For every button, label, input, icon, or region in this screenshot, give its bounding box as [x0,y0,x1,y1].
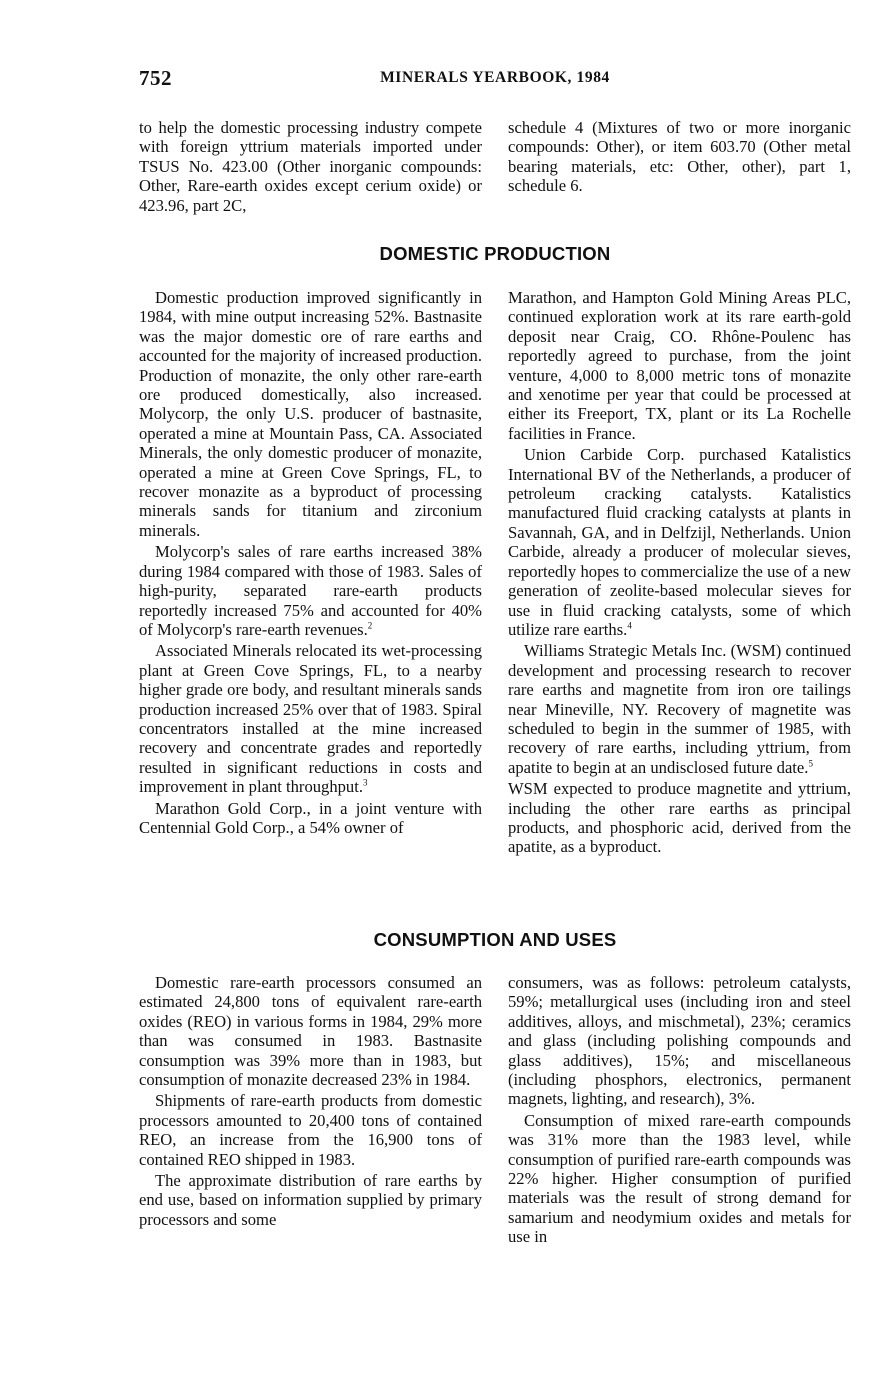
footnote-ref: 3 [362,777,368,788]
footnote-ref: 2 [367,620,373,631]
paragraph: Marathon Gold Corp., in a joint venture with Centennial Gold Corp., a 54% owner of [139,798,482,837]
intro-right-column [508,118,851,217]
paragraph: Williams Strategic Metals Inc. (WSM) continued development and processing research to recover rare earths and magnetite from iron ore tailings near Mineville, NY. Recovery of magnetite was scheduled to begin in the summer of 1985, with recovery of rare earths, including yttrium, from apatite to begin at an undisclosed future date.$^5$ [508,641,851,777]
paragraph: consumers, was as follows: petroleum catalysts, 59%; metallurgical uses (including iron and steel additives, alloys, and mischmetal), 23%; ceramics and glass (including polishing compounds and glass additives), 15%; and miscellaneous (including phosphors, electronics, permanent magnets, lighting, and research), 3%. [508,973,851,1109]
domestic-production-left-column [139,288,482,859]
paragraph: The approximate distribution of rare earths by end use, based on information supplied by primary processors and some [139,1171,482,1229]
section-heading-consumption-and-uses: CONSUMPTION AND USES [373,929,617,950]
consumption-columns [139,973,851,1249]
domestic-production-right-column [508,288,851,859]
domestic-production-columns [139,288,851,859]
intro-columns [139,118,851,217]
consumption-right-column [508,973,851,1249]
paragraph: Molycorp's sales of rare earths increased 38% during 1984 compared with those of 1983. Sales of high-purity, separated rare-earth products reportedly increased 75% and accounted for 40% of Molycorp's rare-earth revenues.$^2$ [139,542,482,639]
intro-left-column [139,118,482,217]
page-header [139,66,851,92]
paragraph: to help the domestic processing industry compete with foreign yttrium materials imported under TSUS No. 423.00 (Other inorganic compounds: Other, Rare-earth oxides except cerium oxide) or 423.96, part 2C, [139,118,482,215]
paragraph: Associated Minerals relocated its wet-processing plant at Green Cove Springs, FL, to a nearby higher grade ore body, and resultant minerals sands production increased 25% over that of 1983. Spiral concentrators installed at the mine increased recovery and concentrate grades and reportedly resulted in significant reductions in costs and improvement in plant throughput.$^3$ [139,641,482,797]
page-number: 752 [139,66,172,90]
paragraph: Consumption of mixed rare-earth compounds was 31% more than the 1983 level, while consumption of purified rare-earth compounds was 22% higher. Higher consumption of purified materials was the result of strong demand for samarium and neodymium oxides and metals for use in [508,1110,851,1247]
consumption-left-column [139,973,482,1249]
section-heading-domestic-production: DOMESTIC PRODUCTION [379,243,611,264]
paragraph: Marathon, and Hampton Gold Mining Areas PLC, continued exploration work at its rare earth-gold deposit near Craig, CO. Rhône-Poulenc has reportedly agreed to purchase, from the joint venture, 4,000 to 8,000 metric tons of monazite and xenotime per year that could be processed at either its Freeport, TX, plant or its La Rochelle facilities in France. [508,288,851,443]
paragraph: Domestic production improved significantly in 1984, with mine output increasing 52%. Bastnasite was the major domestic ore of rare earths and accounted for the majority of increased production. Production of monazite, the only other rare-earth ore produced domestically, also increased. Molycorp, the only U.S. producer of bastnasite, operated a mine at Mountain Pass, CA. Associated Minerals, the only domestic producer of monazite, operated a mine at Green Cove Springs, FL, to recover monazite as a byproduct of processing minerals sands for titanium and zirconium minerals. [139,288,482,540]
footnote-ref: 5 [808,758,813,769]
paragraph: Shipments of rare-earth products from domestic processors amounted to 20,400 tons of contained REO, an increase from the 16,900 tons of contained REO shipped in 1983. [139,1091,482,1169]
footnote-ref: 4 [627,620,632,631]
paragraph: Union Carbide Corp. purchased Katalistics International BV of the Netherlands, a producer of petroleum cracking catalysts. Katalistics manufactured fluid cracking catalysts at plants in Savannah, GA, and in Delfzijl, Netherlands. Union Carbide, already a producer of molecular sieves, reportedly hopes to commercialize the use of a new generation of zeolite-based molecular sieves for use in fluid cracking catalysts, some of which utilize rare earths.$^4$ [508,445,851,639]
paragraph: schedule 4 (Mixtures of two or more inorganic compounds: Other), or item 603.70 (Other metal bearing materials, etc: Other, other), part 1, schedule 6. [508,118,851,196]
running-title: MINERALS YEARBOOK, 1984 [380,69,610,86]
paragraph: Domestic rare-earth processors consumed an estimated 24,800 tons of equivalent rare-earth oxides (REO) in various forms in 1984, 29% more than was consumed in 1983. Bastnasite consumption was 39% more than in 1983, but consumption of monazite decreased 23% in 1984. [139,973,482,1090]
paragraph: WSM expected to produce magnetite and yttrium, including the other rare earths as principal products, and phosphoric acid, derived from the apatite, as a byproduct. [508,779,851,857]
